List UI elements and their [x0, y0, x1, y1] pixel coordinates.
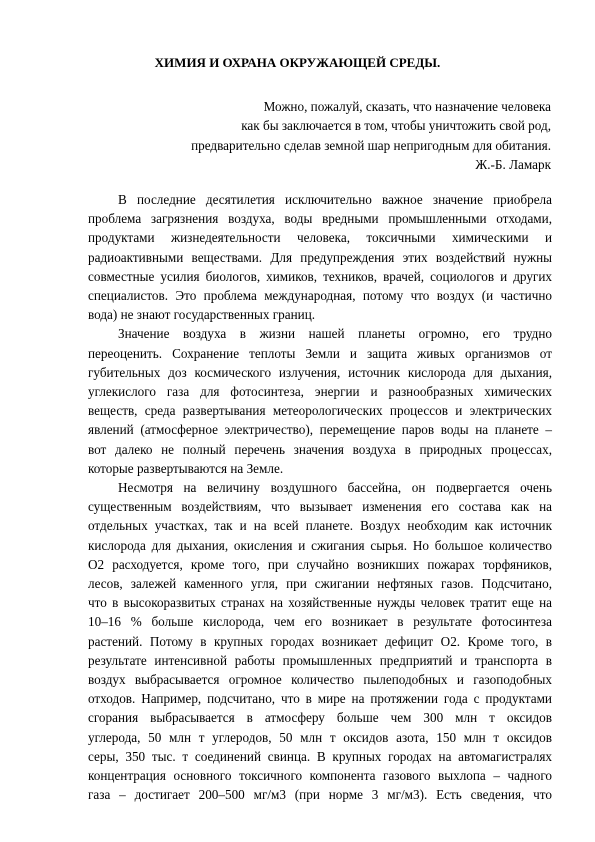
body-line: существенным воздействиям, что вызывает изменения его состава как на	[88, 499, 552, 515]
body-line: продуктами жизнедеятельности человека, токсичными химическими и	[88, 230, 552, 246]
body-line: Несмотря на величину воздушного бассейна, он подвергается очень	[118, 480, 552, 496]
body-line: растений. Потому в крупных городах возникает дефицит О2. Кроме того, в	[88, 633, 552, 649]
body-text	[88, 190, 552, 805]
body-line: В последние десятилетия исключительно важное значение приобрела	[118, 192, 552, 207]
body-line: углекислого газа для фотосинтеза, энергии и разнообразных химических	[88, 384, 552, 400]
body-line: вот далеко не полный перечень значения воздуха в природных процессах,	[88, 441, 552, 457]
body-line: веществ, среда развертывания метеорологических процессов и электрических	[88, 403, 552, 419]
body-line: серы, 350 тыс. т соединений свинца. В крупных городах на автомагистралях	[88, 748, 552, 764]
document-title: ХИМИЯ И ОХРАНА ОКРУЖАЮЩЕЙ СРЕДЫ.	[154, 55, 441, 70]
epigraph-author: Ж.-Б. Ламарк	[475, 156, 551, 172]
body-line: 10–16 % больше кислорода, чем его возникает в результате фотосинтеза	[88, 614, 552, 630]
body-line: лесов, залежей каменного угля, при сжигании нефтяных газов. Подсчитано,	[88, 576, 552, 592]
body-line: сгорания выбрасывается в атмосферу больше чем 300 млн т оксидов	[88, 710, 552, 726]
body-line: отходов. Например, подсчитано, что в мире на протяжении года с продуктами	[88, 691, 552, 707]
body-line: что в высокоразвитых странах на хозяйственные нужды человек тратит еще на	[88, 595, 552, 611]
body-line: вода) не знают государственных границ.	[88, 307, 316, 323]
body-line: явлений (атмосферное электричество), перемещение паров воды на планете –	[88, 422, 552, 438]
body-line: отдельных участках, так и на всей планете. Воздух необходим как источник	[88, 518, 552, 534]
body-line: результате интенсивной работы промышленных предприятий и транспорта в	[88, 652, 552, 668]
body-line: воздух выбрасывается огромное количество пылеподобных и газоподобных	[88, 672, 552, 688]
body-line: концентрация основного токсичного компонента газового выхлопа – чадного	[88, 768, 552, 784]
epigraph-line: Можно, пожалуй, сказать, что назначение человека	[263, 99, 551, 114]
epigraph-line: как бы заключается в том, чтобы уничтожить свой род,	[241, 118, 551, 134]
epigraph	[191, 97, 551, 174]
body-line: радиоактивными веществами. Для предупреждения этих воздействий нужны	[88, 249, 552, 265]
body-line: кислорода для дыхания, окисления и сжигания сырья. Но большое количество	[88, 537, 552, 553]
body-line: проблема загрязнения воздуха, воды вредными промышленными отходами,	[88, 211, 552, 227]
body-line: которые развертываются на Земле.	[88, 460, 284, 476]
body-line: газа – достигает 200–500 мг/м3 (при норме 3 мг/м3). Есть сведения, что	[88, 787, 552, 803]
epigraph-line: предварительно сделав земной шар непригодным для обитания.	[191, 137, 551, 153]
body-line: Значение воздуха в жизни нашей планеты огромно, его трудно	[118, 326, 552, 342]
body-line: переоценить. Сохранение теплоты Земли и защита живых организмов от	[88, 345, 552, 361]
body-line: углерода, 50 млн т углеродов, 50 млн т оксидов азота, 150 млн т оксидов	[88, 729, 552, 745]
body-line: губительных доз космического излучения, источник кислорода для дыхания,	[88, 364, 552, 380]
body-line: специалистов. Это проблема международная, потому что воздух (и частично	[88, 288, 552, 304]
body-line: совместные усилия биологов, химиков, техников, врачей, социологов и других	[88, 268, 552, 284]
body-line: О2 расходуется, кроме того, при случайно возникших пожарах торфяников,	[88, 556, 552, 572]
